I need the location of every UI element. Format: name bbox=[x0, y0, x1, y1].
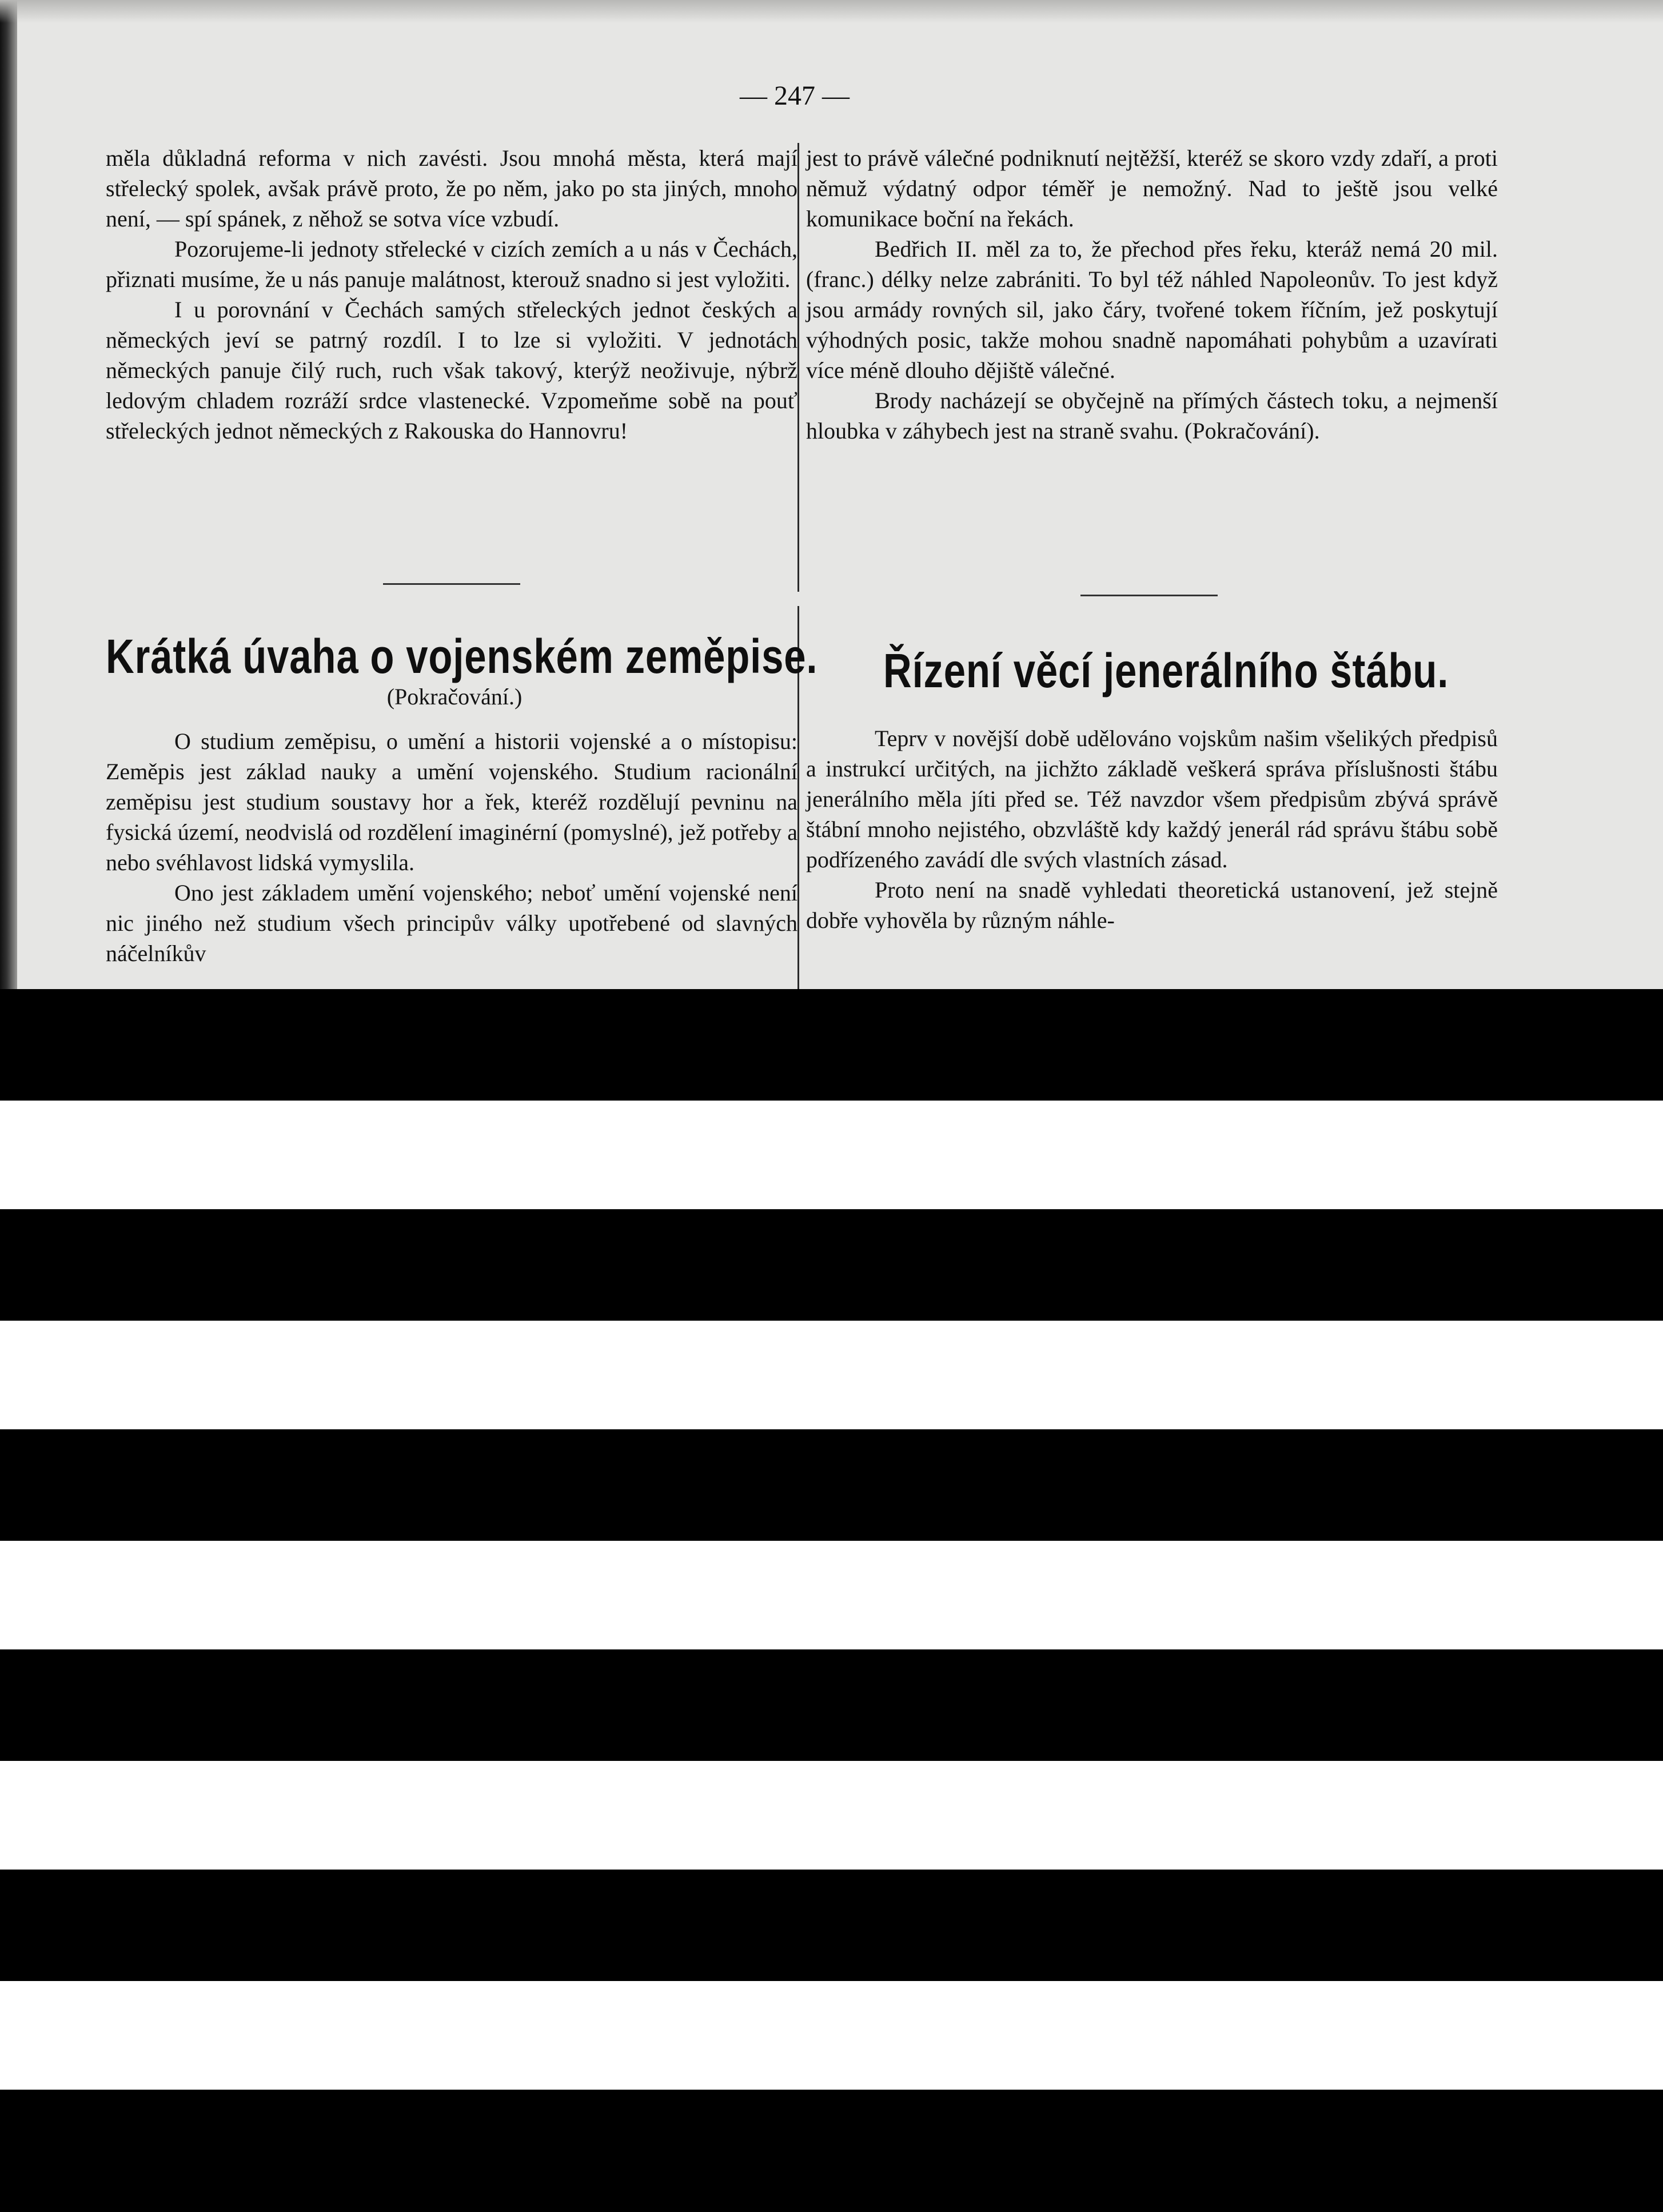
section-title-right: Řízení věcí jenerálního štábu. bbox=[883, 644, 1449, 698]
page-number: — 247 — bbox=[740, 81, 850, 111]
scanned-page bbox=[0, 0, 1663, 989]
paragraph: Teprv v novější době udělováno vojskům našim všelikých předpisů a instrukcí určitých, na jichžto základě veškerá správa příslušnosti štábu jenerálního měla jíti před se. Též navzdor všem předpisům zbývá správě štábní mnoho nejistého, obzvláště kdy každý jenerál rád správu štábu sobě podřízeného zavádí dle svých vlastních zásad. bbox=[806, 726, 1498, 872]
paragraph: jest to právě válečné podniknutí nejtěžší, kteréž se skoro vzdy zdaří, a proti němuž výdatný odpor téměř je nemožný. Nad to ještě jsou velké komunikace boční na řekách. bbox=[806, 145, 1498, 232]
paragraph: Pozorujeme-li jednoty střelecké v cizích zemích a u nás v Čechách, přiznati musíme, že u nás panuje malátnost, kterouž snadno si jest vyložiti. bbox=[106, 236, 797, 292]
section-subtitle-left: (Pokračování.) bbox=[386, 684, 523, 710]
page-binding-edge bbox=[0, 0, 17, 989]
paragraph: Proto není na snadě vyhledati theoretická ustanovení, jež stejně dobře vyhověla by různým náhle- bbox=[806, 877, 1498, 933]
black-stripe bbox=[0, 2090, 1663, 2212]
paragraph: Bedřich II. měl za to, že přechod přes řeku, kteráž nemá 20 mil. (franc.) délky nelze zabrániti. To byl též náhled Napoleonův. To jest když jsou armády rovných sil, jako čáry, tvořené tokem říčním, jež poskytují výhodných posic, takže mohou snadně napomáhati pohybům a uzavírati více méně dlouho dějiště válečné. bbox=[806, 236, 1498, 383]
right-column-bottom bbox=[806, 723, 1498, 935]
paragraph: Brody nacházejí se obyčejně na přímých částech toku, a nejmenší hloubka v záhybech jest na straně svahu. (Pokračování). bbox=[806, 388, 1498, 444]
section-separator bbox=[1080, 595, 1218, 596]
black-stripe bbox=[0, 1649, 1663, 1761]
left-column-bottom bbox=[106, 726, 797, 969]
paragraph: Ono jest základem umění vojenského; neboť umění vojenské není nic jiného než studium všech principův války upotřebené od slavných náčelníkův bbox=[106, 880, 797, 966]
black-stripe bbox=[0, 1209, 1663, 1321]
page-top-shade bbox=[0, 0, 1663, 23]
black-stripe bbox=[0, 989, 1663, 1101]
section-title-left: Krátká úvaha o vojenském zeměpise. bbox=[106, 629, 818, 683]
paragraph: O studium zeměpisu, o umění a historii vojenské a o místopisu: Zeměpis jest základ nauky a umění vojenského. Studium racionální zeměpisu jest studium soustavy hor a řek, kteréž rozdělují pevninu na fysická území, neodvislá od rozdělení imaginérní (pomyslné), jež potřeby a nebo svéhlavost lidská vymyslila. bbox=[106, 728, 797, 875]
left-column-top bbox=[106, 143, 797, 446]
right-column-top bbox=[806, 143, 1498, 446]
paragraph: I u porovnání v Čechách samých střeleckých jednot českých a německých jeví se patrný rozdíl. I to lze si vyložiti. V jednotách německých panuje čilý ruch, ruch však takový, kterýž neoživuje, nýbrž ledovým chladem rozráží srdce vlastenecké. Vzpomeňme sobě na pouť střeleckých jednot německých z Rakouska do Hannovru! bbox=[106, 297, 797, 444]
black-stripe bbox=[0, 1870, 1663, 1981]
section-separator bbox=[383, 583, 520, 585]
paragraph: měla důkladná reforma v nich zavésti. Jsou mnohá města, která mají střelecký spolek, avšak právě proto, že po něm, jako po sta jiných, mnoho není, — spí spánek, z něhož se sotva více vzbudí. bbox=[106, 145, 797, 232]
black-stripe bbox=[0, 1429, 1663, 1541]
column-divider bbox=[797, 143, 799, 592]
